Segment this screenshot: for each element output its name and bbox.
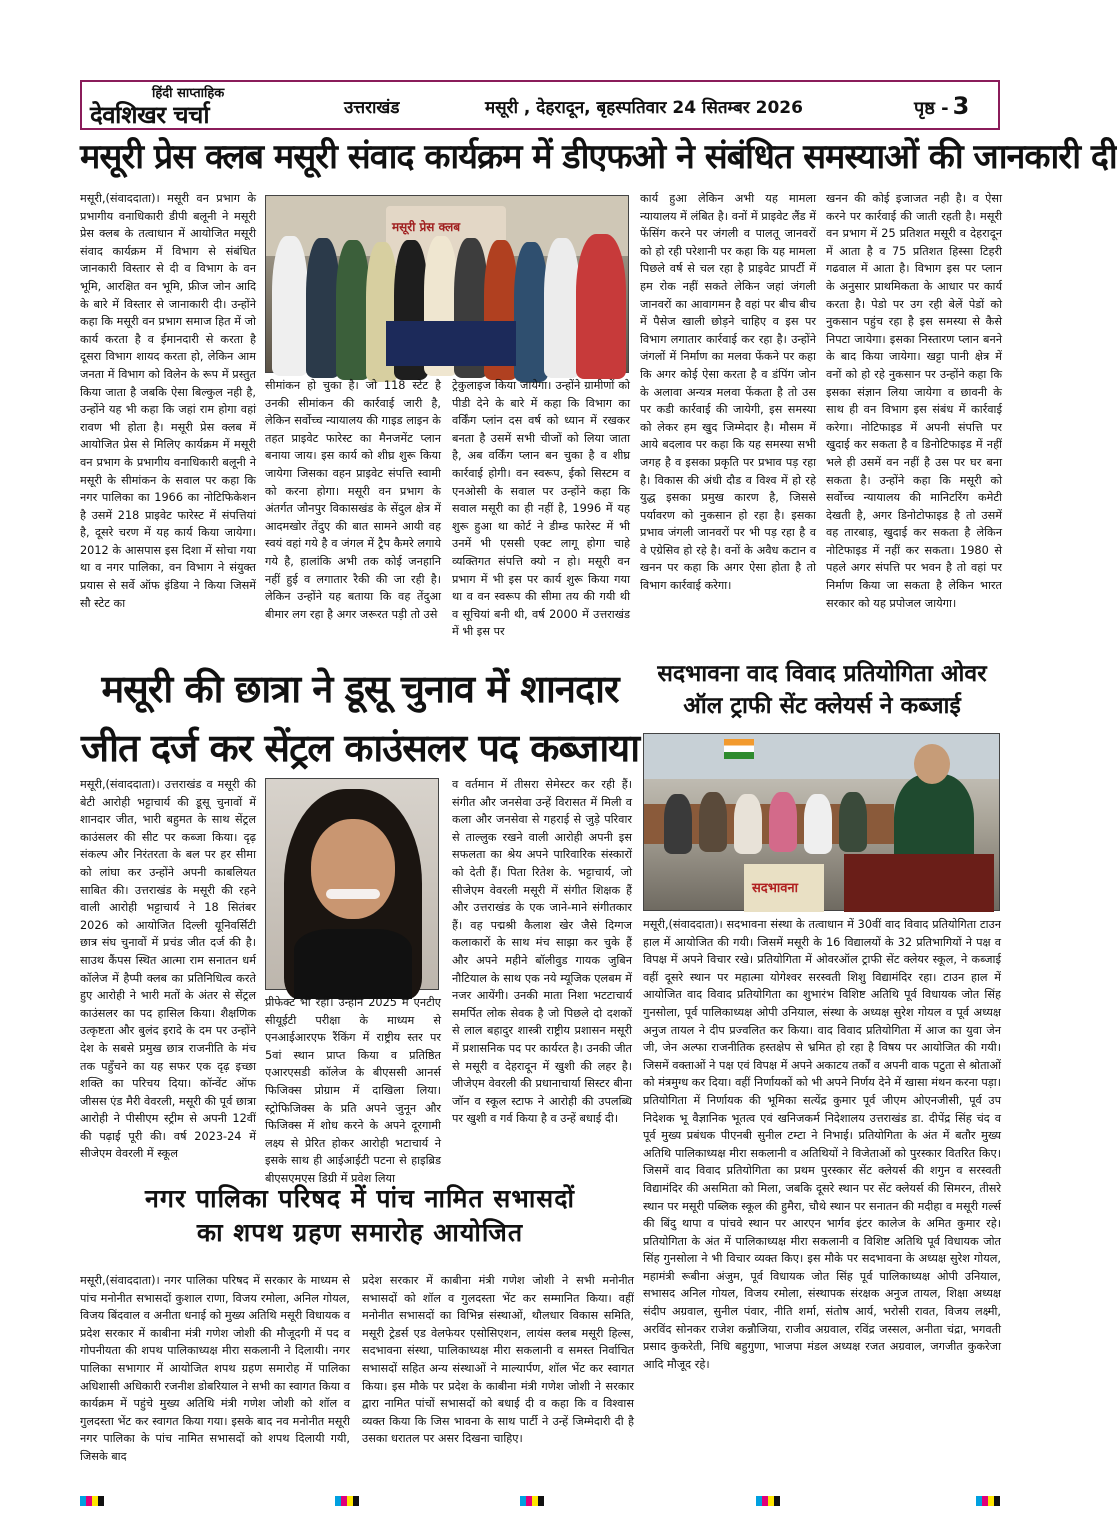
- story1-column-1-text: मसूरी,(संवाददाता)। मसूरी वन प्रभाग के प्रभागीय वनाधिकारी डीपी बलूनी ने मसूरी प्रेस क्लब के तत्वाधान में आयोजित मसूरी संवाद कार्यक्रम में विभाग से संबंधित जानकारी विस्तार से दी व विभाग के वन भूमि, आरक्षित वन भूमि, फ्रीज जोन आदि के बारे में विस्तार से जानाकारी दी। उन्होंने कहा कि मसूरी वन प्रभाग समाज हित में जो कार्य करता है व ईमानदारी से करता है दूसरा विभाग शायद करता हो, लेकिन आम जनता में विभाग को विलेन के रूप में प्रस्तुत किया जाता है जबकि ऐसा बिल्कुल नही है, उन्होंने यह भी कहा कि जहां राम होगा वहां रावण भी होता है। मसूरी प्रेस क्लब में आयोजित प्रेस से मिलिए कार्यक्रम में मसूरी वन प्रभाग के प्रभागीय वनाधिकारी बलूनी ने मसूरी के सीमांकन के सवाल पर कहा कि नगर पालिका का 1966 का नोटिफिकेशन है उसमें 218 प्राइवेट फारेस्ट में संपत्तियां है, दूसरे चरण में यह कार्य किया जायेगा। 2012 के आसपास इस दिशा में सोचा गया था व नगर पालिका, वन विभाग ने संयुक्त प्रयास से सर्वे ऑफ इंडिया ने किया जिसमें सौ स्टेट का: [80, 192, 256, 610]
- story1-column-2-text: सीमांकन हो चुका है। जो 118 स्टेट है उनकी सीमांकन की कार्रवाई जारी है, लेकिन सर्वोच्च न्यायालय की गाइड लाइन के तहत प्राइवेट फारेस्ट का मैनजमेंट प्लान बनाया जाय। इस कार्य को शीघ्र शुरू किया जायेगा जिसका वहन प्राइवेट संपत्ति स्वामी को करना होगा। मसूरी वन प्रभाग के अंतर्गत जौनपुर विकासखंड के सेंदुल क्षेत्र में आदमखोर तेंदुए की बात सामने आयी वह स्वयं वहां गये है व जंगल में ट्रैप कैमरे लगाये गये है, हालांकि अभी तक कोई जनहानि नहीं हुई व लगातार रैकी की जा रही है। लेकिन उन्होंने यह बताया कि वह तेंदुआ बीमार लग रहा है अगर जरूरत पड़ी तो उसे: [265, 379, 441, 621]
- registration-marks-center-left: [335, 1496, 359, 1506]
- story4-column-1: [80, 1272, 350, 1472]
- story4-headline-line-1: नगर पालिका परिषद में पांच नामित सभासदों: [145, 1184, 575, 1213]
- story4-column-2-text: प्रदेश सरकार में काबीना मंत्री गणेश जोशी ने सभी मनोनीत सभासदों को शॉल व गुलदस्ता भेंट कर सम्मानित किया। वहीं मनोनीत सभासदों का विभिन्न संस्थाओं, थौलधार विकास समिति, मसूरी ट्रेडर्स एड वेलफेयर एसोसिएशन, लायंस क्लब मसूरी हिल्स, सदभावना संस्था, पालिकाध्यक्ष मीरा सकलानी व समस्त निर्वाचित सभासदों सहित अन्य संस्थाओं ने माल्यार्पण, शॉल भेंट कर स्वागत किया। इस मौके पर प्रदेश के काबीना मंत्री गणेश जोशी ने सरकार द्वारा नामित पांचों सभासदों को बधाई दी व कहा कि व विश्वास व्यक्त किया कि जिस भावना के साथ पार्टी ने उन्हें जिम्मेदारी दी है उसका धरातल पर असर दिखना चाहिए।: [362, 1274, 634, 1446]
- registration-marks-center: [520, 1496, 544, 1506]
- photo-banner-text: मसूरी प्रेस क्लब: [392, 220, 461, 234]
- story2-column-3: [452, 776, 632, 1176]
- black-swatch: [98, 1496, 104, 1506]
- story1-column-4-text: कार्य हुआ लेकिन अभी यह मामला न्यायालय में लंबित है। वनों में प्राइवेट लैंड में फेंसिंग करने पर जंगली व पालतू जानवरों को हो रही परेशानी पर कहा कि यह मामला पिछले वर्ष से चल रहा है प्राइवेट प्रापर्टी में हम रोक नहीं सकते लेकिन जहां जंगली जानवरों का आवागमन है वहां पर बीच बीच में पैसेज खाली छोड़ने चाहिए व इस पर विभाग लगातार कार्रवाई कर रहा है। उन्होंने जंगलों में निर्माण का मलवा फेंकने पर कहा कि अगर कोई ऐसा करता है व डंपिंग जोन के अलावा अन्यत्र मलवा फेंकता है तो उस पर कडी कार्रवाई की जायेगी, इस समस्या को लेकर हम खुद जिम्मेदार है। मौसम में आये बदलाव पर कहा कि यह समस्या सभी जगह है व इसका प्रकृति पर प्रभाव पड़ रहा है। विकास की अंधी दौड व विश्व में हो रहे युद्ध इसका प्रमुख कारण है, जिससे पर्यावरण को नुकसान हो रहा है। इसका प्रभाव जंगली जानवरों पर भी पड़ रहा है व वे एग्रेसिव हो रहे है। वनों के अवैध कटान व खनन पर कहा कि अगर ऐसा होता है तो विभाग कार्रवाई करेगा।: [640, 192, 816, 593]
- story3-headline-line-1: सदभावना वाद विवाद प्रतियोगिता ओवर: [657, 661, 987, 687]
- student-portrait-photo: [265, 778, 439, 990]
- story2-column-1: [80, 776, 256, 1176]
- story3-body: [643, 916, 1001, 1471]
- story3-headline-line-2: ऑल ट्राफी सेंट क्लेयर्स ने कब्जाई: [683, 693, 961, 720]
- registration-marks-center-right: [756, 1496, 780, 1506]
- masthead-dateline: मसूरी , देहरादून, बृहस्पतिवार 24 सितम्बर 2026: [485, 98, 803, 118]
- story1-column-3: [452, 377, 630, 650]
- story1-column-5: [826, 190, 1002, 650]
- debate-competition-photo: [643, 733, 1000, 911]
- masthead: [80, 80, 1000, 130]
- story4-column-2: [362, 1272, 634, 1472]
- masthead-region: उत्तराखंड: [344, 98, 400, 118]
- story4-headline: [80, 1182, 640, 1250]
- story2-column-2: [265, 994, 441, 1185]
- story2-headline-line-2: जीत दर्ज कर सेंट्रल काउंसलर पद कब्जाया: [80, 725, 640, 770]
- story3-body-text: मसूरी,(संवाददाता)। सदभावना संस्था के तत्वाधान में 30वीं वाद विवाद प्रतियोगिता टाउन हाल में आयोजित की गयी। जिसमें मसूरी के 16 विद्यालयों के 32 प्रतिभागियों ने पक्ष व विपक्ष में अपने विचार रखे। प्रतियोगिता में ओवरऑल ट्राफी सेंट क्लेयर स्कूल, ने कब्जाई वहीं दूसरे स्थान पर महात्मा योगेश्वर सरस्वती शिशु विद्यामंदिर रहा। टाउन हाल में आयोजित वाद विवाद प्रतियोगिता का शुभारंभ विशिष्ट अतिथि पूर्व विधायक जोत सिंह गुनसोला, पूर्व पालिकाध्यक्ष ओपी उनियाल, संस्था के अध्यक्ष सुरेश गोयल व पूर्व अध्यक्ष अनुज तायल ने दीप प्रज्वलित कर किया। वाद विवाद प्रतियोगिता में आज का युवा जेन जी, जेन अल्फा राजनीतिक हस्तक्षेप से भ्रमित हो रहा है विषय पर आयोजित की गयी। जिसमें वक्ताओं ने पक्ष एवं विपक्ष में अपने अकाटय तर्कों व अपनी वाक पटुता से श्रोताओं को मंत्रमुग्ध कर दिया। वहीं निर्णायकों को भी अपने निर्णय देने में खासा मंथन करना पड़ा। प्रतियोगिता में निर्णायक की भूमिका सत्येंद्र कुमार पूर्व जीएम ओएनजीसी, पूर्व उप निदेशक भू वैज्ञानिक भूतत्व एवं खनिजकर्म निदेशालय उत्तराखंड डा. दीपेंद्र सिंह चंद व पूर्व मुख्य प्रबंधक पीएनबी सुनील टम्टा ने निभाई। प्रतियोगिता के अंत में बतौर मुख्य अतिथि पालिकाध्यक्ष मीरा सकलानी व अतिथियों ने विजेताओं को पुरस्कार वितरित किए। जिसमें वाद विवाद प्रतियोगिता का प्रथम पुरस्कार सेंट क्लेयर्स की शगुन व सरस्वती विद्यामंदिर की असमिता को मिला, जबकि दूसरे स्थान पर सेंट क्लेयर्स की सिमरन, तीसरे स्थान पर मसूरी पब्लिक स्कूल की हुमैरा, चौथे स्थान पर सनातन की मदीहा व मसूरी गर्ल्स की बिंदु थापा व पांचवे स्थान पर आरएन भार्गव इंटर कालेज के अमित कुमार रहे। प्रतियोगिता के अंत में पालिकाध्यक्ष मीरा सकलानी व विशिष्ट अतिथि पूर्व विधायक जोत सिंह गुनसोला ने भी विचार व्यक्त किए। इस मौके पर सदभावना के अध्यक्ष सुरेश गोयल, महामंत्री रूबीना अंजुम, पूर्व विधायक जोत सिंह पूर्व पालिकाध्यक्ष ओपी उनियाल, सभासद अनिल गोयल, विजय रमोला, संस्थापक संरक्षक अनुज तायल, शिक्षा अध्यक्ष संदीप अग्रवाल, सुनील पंवार, नीति शर्मा, संतोष आर्य, भरोसी रावत, विजय लक्ष्मी, अरविंद सोनकर राजेश कन्नौजिया, राजीव अग्रवाल, रविंद्र जस्सल, अनीता चंद्रा, भगवती प्रसाद कुकरेती, निधि बहुगुणा, भाजपा मंडल अध्यक्ष रजत अग्रवाल, जगजीत कुकरेजा आदि मौजूद रहे।: [643, 918, 1001, 1371]
- story1-column-1: [80, 190, 256, 650]
- story2-column-1-text: मसूरी,(संवाददाता)। उत्तराखंड व मसूरी की बेटी आरोही भट्टाचार्य की डूसू चुनावों में शानदार जीत, भारी बहुमत के साथ सेंट्रल काउंसलर की सीट पर कब्जा किया। दृढ़ संकल्प और निरंतरता के बल पर हर सीमा को लांघा कर उन्होंने अपनी काबलियत साबित की। उत्तराखंड के मसूरी की रहने वाली आरोही भट्टाचार्य ने 18 सितंबर 2026 को आयोजित दिल्ली यूनिवर्सिटी छात्र संघ चुनावों में प्रचंड जीत दर्ज की है। साउथ कैंपस स्थित आत्मा राम सनातन धर्म कॉलेज में हैप्पी क्लब का प्रतिनिधित्व करते हुए आरोही ने भारी मतों के अंतर से सेंट्रल काउंसलर का पद हासिल किया। शैक्षणिक उत्कृष्टता और बुलंद इरादे के दम पर उन्होंने देश के सबसे प्रमुख छात्र राजनीति के मंच तक पहुँचने का यह सफर एक दृढ़ इच्छा शक्ति का परिचय दिया। कॉन्वेंट ऑफ जीसस एंड मैरी वेवरली, मसूरी की पूर्व छात्रा आरोही ने पीसीएम स्ट्रीम से अपनी 12वीं की पढ़ाई पूरी की। वर्ष 2023-24 में सीजेएम वेवरली में स्कूल: [80, 778, 256, 1161]
- story2-headline: [80, 660, 640, 778]
- masthead-weekly-label: हिंदी साप्ताहिक: [152, 86, 225, 101]
- registration-marks-right: [976, 1496, 1000, 1506]
- story2-column-2-text: प्रीफेक्ट भी रहीं। उन्होंने 2025 में एनटीए सीयूईटी परीक्षा के माध्यम से एनआईआरएफ रैंकिंग में राष्ट्रीय स्तर पर 5वां स्थान प्राप्त किया व प्रतिष्ठित एआरएसडी कॉलेज के बीएससी आनर्स फिजिक्स प्रोग्राम में दाखिला लिया। स्ट्रोफिजिक्स के प्रति अपने जुनून और फिजिक्स में शोध करने के अपने दूरगामी लक्ष्य से प्रेरित होकर आरोही भटाचार्य ने इसके साथ ही आईआईटी पटना से हाइब्रिड बीएसएमएस डिग्री में प्रवेश लिया: [265, 996, 441, 1185]
- story1-column-3-text: ट्रेकुलाइज किया जायेगा। उन्होंने ग्रामीणों को पीडी देने के बारे में कहा कि विभाग का वर्किंग प्लांन दस वर्ष को ध्यान में रखकर बनता है उसमें सभी चीजों को लिया जाता है, अब वर्किंग प्लान बन चुका है व शीघ्र कार्रवाई होगी। वन स्वरूप, ईको सिस्टम व एनओसी के सवाल पर उन्होंने कहा कि सवाल मसूरी का ही नहीं है, 1996 में यह शुरू हुआ था कोर्ट ने डीम्ड फारेस्ट में भी उनमें भी एससी एक्ट लागू होगा चाहे व्यक्तिगत संपत्ति क्यो न हो। मसूरी वन प्रभाग में भी इस पर कार्य शुरू किया गया था व वन स्वरूप की सीमा तय की गयी थी व सूचियां बनी थी, वर्ष 2000 में उत्तराखंड में भी इस पर: [452, 379, 630, 639]
- press-club-group-photo: [265, 195, 629, 373]
- story4-column-1-text: मसूरी,(संवाददाता)। नगर पालिका परिषद में सरकार के माध्यम से पांच मनोनीत सभासदों कुशाल राणा, विजय रमोला, अनिल गोयल, विजय बिंदवाल व अनीता धनाई को मुख्य अतिथि मसूरी विधायक व प्रदेश सरकार में काबीना मंत्री गणेश जोशी की मौजूदगी में पद व गोपनीयता की शपथ पालिकाध्यक्ष मीरा सकलानी ने दिलायी। नगर पालिका सभागार में आयोजित शपथ ग्रहण समारोह में पालिका अधिशासी अधिकारी रजनीश डोबरियाल ने सभी का स्वागत किया व कार्यक्रम में पहुंचे मुख्य अतिथि मंत्री गणेश जोशी को शॉल व गुलदस्ता भेंट कर स्वागत किया गया। इसके बाद नव मनोनीत मसूरी नगर पालिका के पांच नामित सभासदों को शपथ दिलायी गयी, जिसके बाद: [80, 1274, 350, 1463]
- page-number-value: 3: [952, 92, 970, 120]
- story3-headline: [643, 658, 1001, 722]
- story1-column-2: [265, 377, 441, 650]
- newspaper-name: देवशिखर चर्चा: [90, 101, 210, 129]
- page-number-label: पृष्ठ -: [914, 98, 949, 119]
- story1-headline: मसूरी प्रेस क्लब मसूरी संवाद कार्यक्रम में डीएफओ ने संबंधित समस्याओं की जानकारी दी: [80, 137, 1117, 177]
- story4-headline-line-2: का शपथ ग्रहण समारोह आयोजित: [196, 1217, 524, 1247]
- story2-column-3-text: व वर्तमान में तीसरा सेमेस्टर कर रही हैं। संगीत और जनसेवा उन्हें विरासत में मिली व कला और जनसेवा से गहराई से जुड़े परिवार से ताल्लुक रखने वाली आरोही अपनी इस सफलता का श्रेय अपने पारिवारिक संस्कारों को देती हैं। पिता रितेश के. भट्टाचार्य, जो सीजेएम वेवरली मसूरी में संगीत शिक्षक हैं और उत्तराखंड के एक जाने-माने संगीतकार हैं। वह पद्मश्री कैलाश खेर जैसे दिग्गज कलाकारों के साथ मंच साझा कर चुके हैं और अपने महीने बॉलीवुड गायक जुबिन नौटियाल के साथ एक नये म्यूजिक एलबम में नजर आयेंगी। उनकी माता निशा भटटाचार्य समर्पित लोक सेवक है जो पिछले दो दशकों से लाल बहादुर शास्त्री राष्ट्रीय प्रशासन मसूरी में प्रशासनिक पद पर कार्यरत है। उनकी जीत से मसूरी व देहरादून में खुशी की लहर है। जीजेएम वेवरली की प्रधानाचार्या सिस्टर बीना जॉन व स्कूल स्टाफ ने आरोही की उपलब्धि पर खुशी व गर्व किया है व उन्हें बधाई दी।: [452, 778, 632, 1126]
- photo-banner-text: सदभावना: [752, 881, 799, 896]
- story1-column-5-text: खनन की कोई इजाजत नही है। व ऐसा करने पर कार्रवाई की जाती रहती है। मसूरी वन प्रभाग में 25 प्रतिशत मसूरी व देहरादून में आता है व 75 प्रतिशत हिस्सा टिहरी गढवाल में आता है। विभाग इस पर प्लान के अनुसार प्राथमिकता के आधार पर कार्य करता है। पेडो पर उग रही बेलें पेडों को नुकसान पहुंच रहा है इस समस्या से कैसे निपटा जायेगा। इसका निस्तारण प्लान बनने के बाद किया जायेगा। खट्टा पानी क्षेत्र में वनों को हो रहे नुकसान पर उन्होंने कहा कि इसका संज्ञान लिया जायेगा व छावनी के साथ ही वन विभाग इस संबंध में कार्रवाई करेगा। नोटिफाइड में अपनी संपत्ति पर खुदाई कर सकता है व डिनोटिफाइड में नहीं भले ही उसमें वन नहीं है उस पर घर बना सकता है। उन्होंने कहा कि मसूरी को सर्वोच्च न्यायालय की मानिटरिंग कमेटी देखती है, अगर डिनोटोफाइड है तो उसमें वह तारबाड़, खुदाई कर सकता है लेकिन नोटिफाइड में नहीं कर सकता। 1980 से पहले अगर संपत्ति पर भवन है तो वहां पर निर्माण किया जा सकता है लेकिन भारत सरकार को यह प्रपोजल जायेगा।: [826, 192, 1002, 610]
- story2-headline-line-1: मसूरी की छात्रा ने डूसू चुनाव में शानदार: [101, 667, 619, 711]
- registration-marks-left: [80, 1496, 104, 1506]
- page-number: [914, 92, 969, 120]
- story1-column-4: [640, 190, 816, 650]
